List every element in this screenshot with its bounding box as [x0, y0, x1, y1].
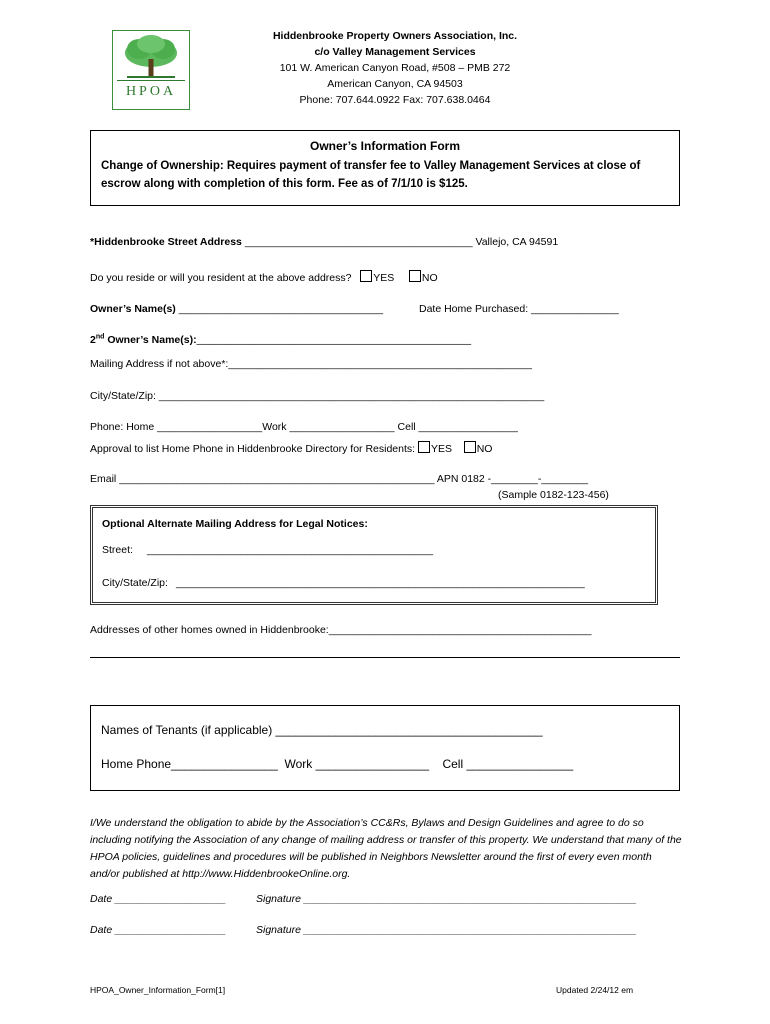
- reside-yes-checkbox[interactable]: [360, 270, 372, 282]
- tenant-home-phone-label: Home Phone: [101, 757, 172, 771]
- alt-street-field[interactable]: _________________________________________________: [147, 544, 434, 556]
- tenants-field[interactable]: ________________________________________: [275, 723, 543, 737]
- signature-row-1: [90, 893, 226, 905]
- date-label: Date: [90, 893, 116, 905]
- reside-question: Do you reside or will you resident at the above address?: [90, 272, 352, 284]
- phone-home-label: Phone: Home: [90, 421, 158, 433]
- phone-row: [90, 421, 518, 433]
- tenant-work-label: Work: [284, 757, 316, 771]
- agreement-text: I/We understand the obligation to abide by the Association’s CC&Rs, Bylaws and Design Guidelines and agree to do so including notifying the Association of any change of mailing address or transfer of this property. We understand that many of the HPOA policies, guidelines and procedures will be published in Neighbors Newsletter around the first of every even month and/or published at http://www.HiddenbrookeOnline.org.: [90, 817, 682, 880]
- hpoa-logo: [112, 30, 190, 110]
- owner-name-label: Owner’s Name(s): [90, 303, 176, 315]
- owner-name-field[interactable]: ___________________________________: [175, 303, 384, 315]
- intro-box: [90, 130, 680, 206]
- alt-mailing-box: [90, 505, 658, 605]
- alt-street-label: Street:: [102, 544, 133, 556]
- approval-no-checkbox[interactable]: [464, 441, 476, 453]
- form-description: Change of Ownership: Requires payment of transfer fee to Valley Management Services at close of escrow along with completion of this form. Fee as of 7/1/10 is $125.: [101, 160, 641, 190]
- approval-row: [90, 441, 492, 455]
- second-owner-label: 2nd Owner’s Name(s):: [90, 333, 197, 346]
- alt-city-field[interactable]: ______________________________________________________________________: [176, 577, 585, 589]
- street-address-label: *Hiddenbrooke Street Address: [90, 236, 242, 248]
- signature-field[interactable]: _________________________________________________________: [303, 924, 637, 936]
- date-field[interactable]: ___________________: [115, 893, 227, 905]
- phone-fax: Phone: 707.644.0922 Fax: 707.638.0464: [299, 94, 491, 106]
- apn-label: APN 0182 -: [434, 473, 492, 485]
- reside-row: [90, 270, 438, 284]
- approval-yes-checkbox[interactable]: [418, 441, 430, 453]
- phone-work-label: Work: [262, 421, 290, 433]
- city-state-zip-label: City/State/Zip:: [90, 390, 159, 402]
- tenants-row: [101, 723, 543, 737]
- alt-city-label: City/State/Zip:: [102, 577, 168, 589]
- city-row: [90, 390, 544, 402]
- city-state-zip-field[interactable]: __________________________________________________________________: [158, 390, 545, 402]
- signature-field[interactable]: _________________________________________________________: [303, 893, 637, 905]
- footer-updated: Updated 2/24/12 em: [556, 985, 634, 995]
- second-owner-field[interactable]: _______________________________________________: [196, 333, 472, 346]
- alt-mailing-title: Optional Alternate Mailing Address for Legal Notices:: [102, 518, 368, 530]
- address-line-1: 101 W. American Canyon Road, #508 – PMB 272: [279, 62, 511, 74]
- date-purchased-field[interactable]: _______________: [531, 303, 619, 315]
- tenant-cell-label: Cell: [442, 757, 467, 771]
- signature-label: Signature: [256, 893, 304, 905]
- other-homes-extra-line[interactable]: [90, 657, 680, 658]
- tenants-box: [90, 705, 680, 791]
- signature-label: Signature: [256, 924, 304, 936]
- street-address-field[interactable]: _______________________________________: [244, 236, 473, 248]
- tenant-cell-field[interactable]: ________________: [466, 757, 574, 771]
- phone-cell-field[interactable]: _________________: [418, 421, 518, 433]
- logo-text: HPOA: [125, 84, 177, 99]
- mailing-row: [90, 358, 532, 370]
- other-homes-field[interactable]: _____________________________________________: [328, 624, 592, 636]
- apn-dash: -: [537, 473, 542, 485]
- phone-cell-label: Cell: [394, 421, 419, 433]
- mailing-address-label: Mailing Address if not above*:: [90, 358, 229, 370]
- other-homes-row: [90, 624, 592, 636]
- date-purchased-label: Date Home Purchased:: [419, 303, 532, 315]
- apn-sample: (Sample 0182-123-456): [498, 489, 609, 501]
- phone-work-field[interactable]: __________________: [289, 421, 395, 433]
- reside-no-checkbox[interactable]: [409, 270, 421, 282]
- tree-icon: [113, 31, 189, 81]
- signature-row-1-sig: [256, 893, 637, 905]
- date-label: Date: [90, 924, 116, 936]
- email-field[interactable]: ______________________________________________________: [119, 473, 435, 485]
- owner-row: [90, 303, 383, 315]
- org-name: Hiddenbrooke Property Owners Association, Inc.: [272, 30, 518, 42]
- second-owner-row: [90, 333, 471, 346]
- reside-no-label: NO: [421, 272, 438, 284]
- reside-yes-label: YES: [373, 272, 395, 284]
- phone-home-field[interactable]: __________________: [157, 421, 263, 433]
- street-address-row: [90, 236, 558, 248]
- form-title: Owner’s Information Form: [309, 139, 460, 153]
- tenants-label: Names of Tenants (if applicable): [101, 723, 276, 737]
- address-line-2: American Canyon, CA 94503: [327, 78, 463, 90]
- footer-filename: HPOA_Owner_Information_Form[1]: [90, 985, 226, 995]
- care-of: c/o Valley Management Services: [314, 46, 476, 58]
- street-city-suffix: Vallejo, CA 94591: [472, 236, 559, 248]
- apn-field-1[interactable]: ________: [491, 473, 538, 485]
- email-label: Email: [90, 473, 120, 485]
- mailing-address-field[interactable]: ____________________________________________________: [228, 358, 533, 370]
- tenant-home-phone-field[interactable]: ________________: [171, 757, 278, 771]
- approval-no-label: NO: [476, 443, 493, 455]
- tenants-phone-row: [101, 757, 573, 771]
- other-homes-label: Addresses of other homes owned in Hiddenbrooke:: [90, 624, 329, 636]
- signature-row-2-sig: [256, 924, 637, 936]
- approval-yes-label: YES: [431, 443, 453, 455]
- approval-label: Approval to list Home Phone in Hiddenbrooke Directory for Residents:: [90, 443, 418, 455]
- apn-field-2[interactable]: ________: [541, 473, 589, 485]
- signature-row-2: [90, 924, 226, 936]
- date-field[interactable]: ___________________: [115, 924, 227, 936]
- email-row: [90, 473, 588, 485]
- date-purchased-row: [419, 303, 619, 315]
- tenant-work-field[interactable]: _________________: [315, 757, 430, 771]
